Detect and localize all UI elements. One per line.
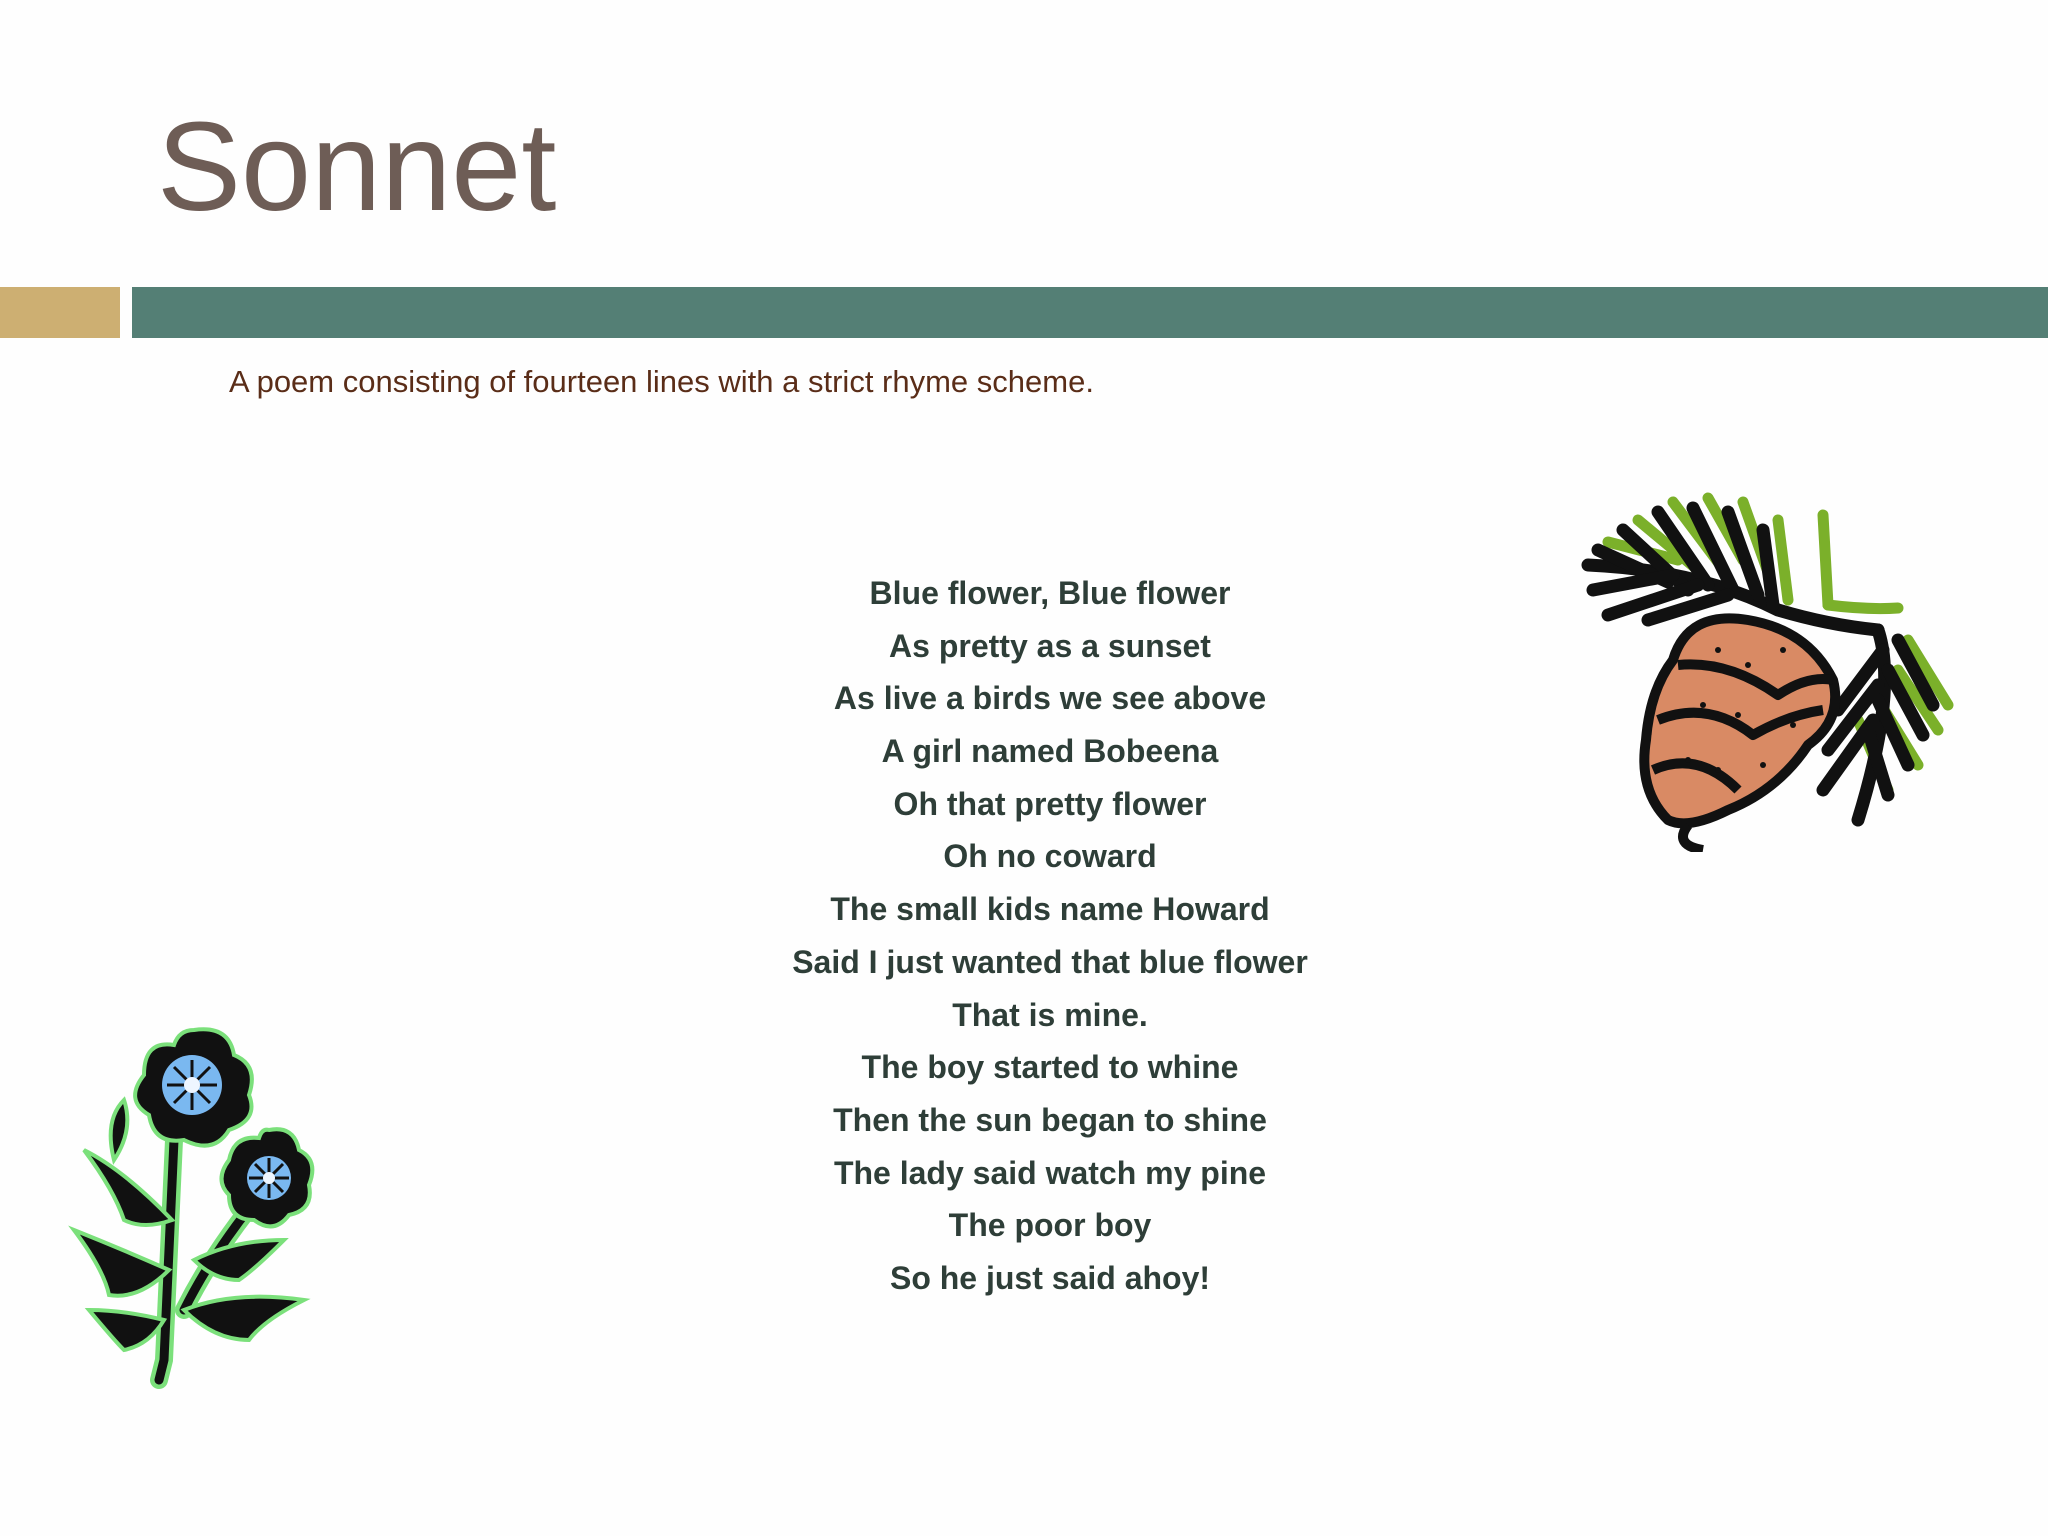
poem-line: A girl named Bobeena <box>881 733 1219 770</box>
poem-line: Oh that pretty flower <box>893 785 1207 822</box>
slide-subtitle: A poem consisting of fourteen lines with a strict rhyme scheme. <box>229 364 1094 399</box>
poem-line: Oh no coward <box>943 838 1157 875</box>
title-accent-bar <box>0 287 120 338</box>
poem-line: As pretty as a sunset <box>889 627 1211 664</box>
poem-line: That is mine. <box>952 996 1148 1033</box>
poem-line: Said I just wanted that blue flower <box>792 943 1308 980</box>
poem-line: Blue flower, Blue flower <box>869 575 1231 611</box>
poem-line: Then the sun began to shine <box>833 1101 1267 1138</box>
poem-line: The small kids name Howard <box>830 891 1270 928</box>
title-divider-bar <box>132 287 2048 338</box>
poem-line: So he just said ahoy! <box>889 1259 1211 1296</box>
blue-flower-icon <box>64 1020 340 1398</box>
poem-line: As live a birds we see above <box>833 680 1267 717</box>
poem-line: The lady said watch my pine <box>833 1154 1267 1191</box>
poem-text <box>700 567 1400 1305</box>
poem-line: The poor boy <box>948 1207 1152 1244</box>
slide-title: Sonnet <box>157 96 557 237</box>
pine-cone-icon <box>1578 490 1970 852</box>
poem-line: The boy started to whine <box>861 1049 1239 1086</box>
